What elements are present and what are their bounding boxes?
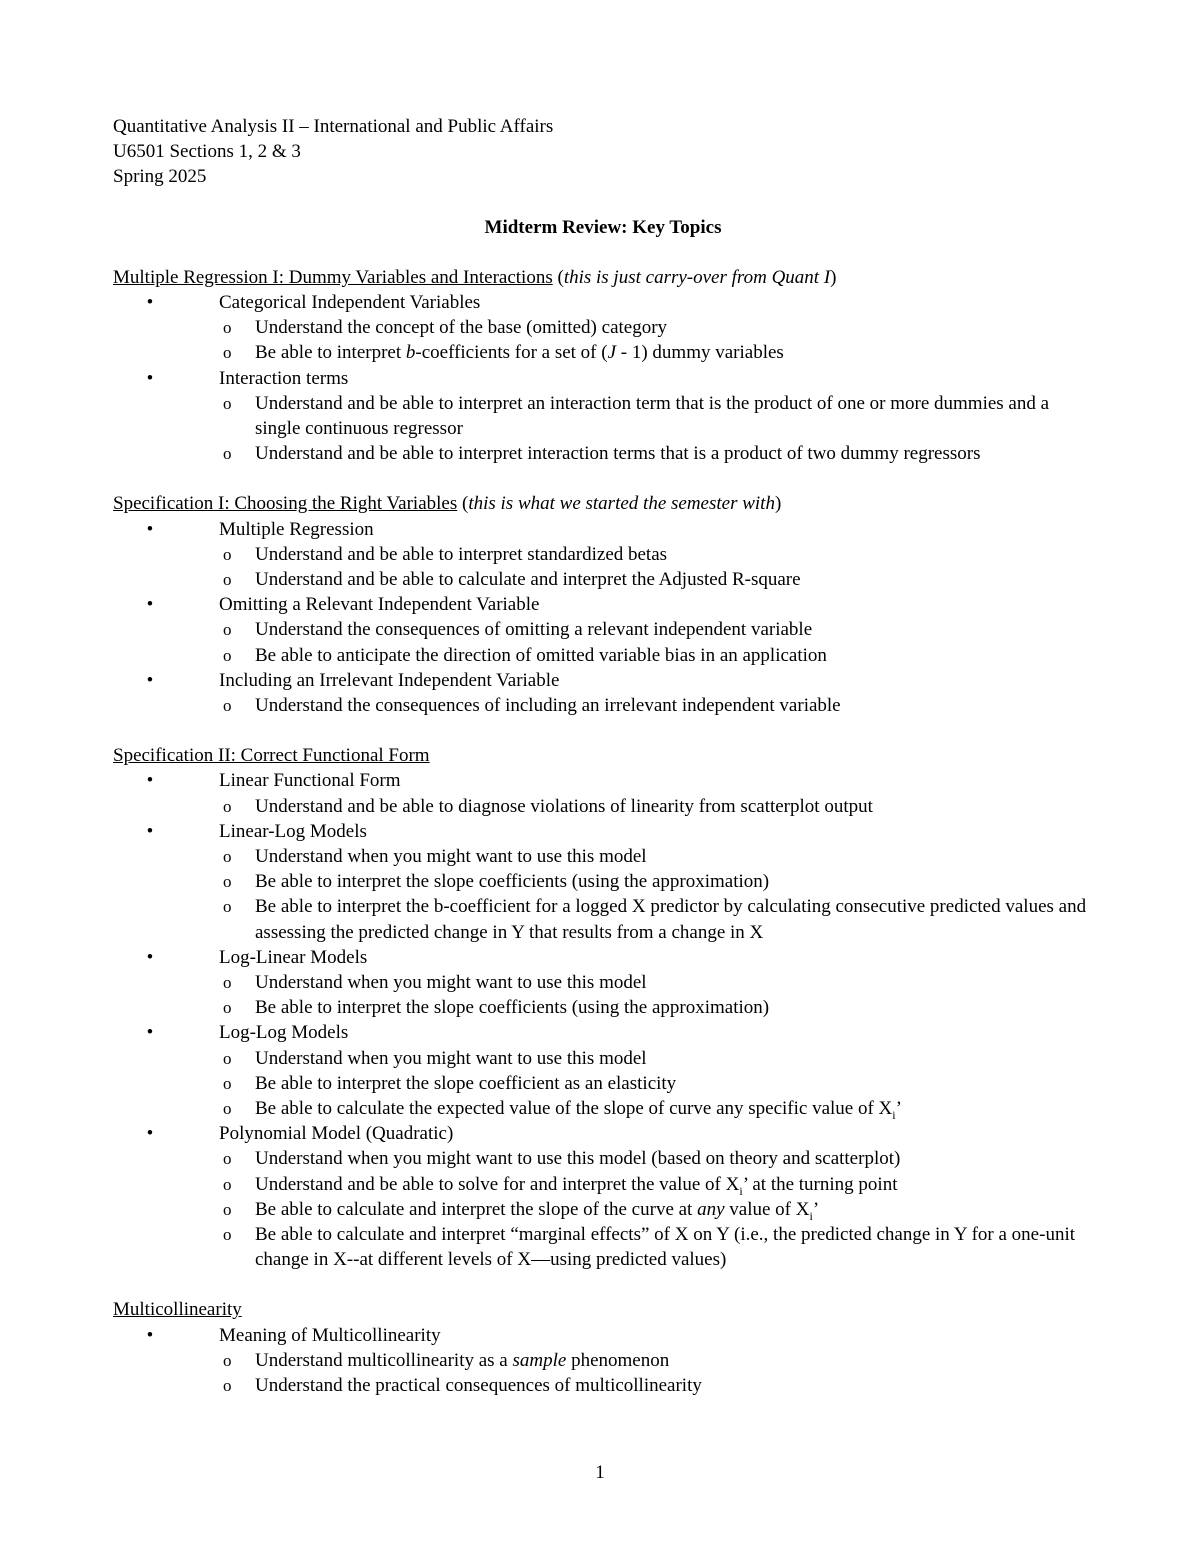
bullet-label: Meaning of Multicollinearity	[219, 1324, 441, 1346]
circle-bullet-icon: o	[223, 998, 232, 1018]
circle-bullet-icon: o	[223, 318, 232, 338]
sub-item-text: Be able to calculate and interpret the slope of the curve at	[255, 1198, 698, 1220]
sub-item-text: Understand and be able to interpret an interaction term that is the product of one or more dummies and a single continuous regressor	[255, 392, 1050, 439]
sub-item-text: ’ at the turning point	[742, 1173, 898, 1195]
sub-item-text: -coefficients for a set of (	[415, 342, 608, 364]
bullet-icon: •	[146, 367, 154, 389]
section-heading	[113, 491, 1093, 516]
section-multicollinearity	[113, 1297, 1093, 1398]
sub-item-text: Be able to interpret the slope coefficients (using the approximation)	[255, 997, 770, 1019]
circle-bullet-icon: o	[223, 1376, 232, 1396]
sub-item	[113, 340, 1093, 365]
bullet-item	[113, 668, 1093, 693]
section-heading	[113, 1297, 1093, 1322]
sub-item	[113, 567, 1093, 592]
sub-item	[113, 643, 1093, 668]
sub-item	[113, 391, 1093, 441]
bullet-icon: •	[146, 594, 154, 616]
bullet-label: Interaction terms	[219, 367, 349, 389]
subscript-i: i	[809, 1208, 813, 1223]
circle-bullet-icon: o	[223, 645, 232, 665]
section-heading	[113, 743, 1093, 768]
sub-item-emphasis: b	[405, 342, 416, 364]
section-heading-text: Specification I: Choosing the Right Variables	[113, 493, 458, 515]
sub-item-text: phenomenon	[566, 1349, 670, 1371]
circle-bullet-icon: o	[223, 343, 232, 363]
bullet-item	[113, 1121, 1093, 1146]
bullet-label: Log-Linear Models	[219, 946, 368, 968]
sub-item	[113, 894, 1093, 944]
sub-item-text: Be able to interpret the slope coefficients (using the approximation)	[255, 871, 770, 893]
sub-item-text: ’	[895, 1098, 902, 1119]
course-term: Spring 2025	[113, 166, 207, 188]
sub-item-text: Understand and be able to solve for and interpret the value of X	[255, 1173, 740, 1195]
bullet-label: Categorical Independent Variables	[219, 291, 481, 313]
sub-item	[113, 1222, 1093, 1272]
sub-item	[113, 1348, 1093, 1373]
sub-item	[113, 315, 1093, 340]
sub-item	[113, 1197, 1093, 1222]
sub-item	[113, 542, 1093, 567]
bullet-item	[113, 517, 1093, 542]
bullet-icon: •	[146, 1123, 154, 1145]
sub-item	[113, 693, 1093, 718]
bullet-item	[113, 768, 1093, 793]
circle-bullet-icon: o	[223, 872, 232, 892]
bullet-label: Polynomial Model (Quadratic)	[219, 1123, 454, 1145]
bullet-icon: •	[146, 1022, 154, 1044]
circle-bullet-icon: o	[223, 1048, 232, 1068]
section-multiple-regression	[113, 265, 1093, 467]
sub-item	[113, 844, 1093, 869]
bullet-icon: •	[146, 946, 154, 968]
note-open: (	[552, 266, 564, 288]
sub-item-text: Be able to anticipate the direction of omitted variable bias in an application	[255, 644, 827, 666]
sub-item-text: Be able to calculate and interpret “marginal effects” of X on Y (i.e., the predicted change in Y for a one-unit change in X--at different levels of X—using predicted values)	[255, 1224, 1075, 1271]
section-heading-text: Multicollinearity	[113, 1299, 242, 1321]
circle-bullet-icon: o	[223, 897, 232, 917]
section-specification-variables	[113, 491, 1093, 718]
circle-bullet-icon: o	[223, 846, 232, 866]
circle-bullet-icon: o	[223, 620, 232, 640]
bullet-item	[113, 819, 1093, 844]
section-heading-text: Multiple Regression I: Dummy Variables and Interactions	[113, 266, 553, 288]
sub-item-text: Understand and be able to diagnose violations of linearity from scatterplot output	[255, 795, 873, 817]
bullet-item	[113, 290, 1093, 315]
sub-item-text: Understand multicollinearity as a	[255, 1349, 513, 1371]
bullet-icon: •	[146, 291, 154, 313]
bullet-icon: •	[146, 518, 154, 540]
sub-item	[113, 869, 1093, 894]
sub-item	[113, 995, 1093, 1020]
sub-item-text: Be able to calculate the expected value of the slope of curve any specific value of X	[255, 1098, 893, 1119]
sub-item	[113, 1096, 1093, 1121]
circle-bullet-icon: o	[223, 544, 232, 564]
circle-bullet-icon: o	[223, 796, 232, 816]
bullet-icon: •	[146, 770, 154, 792]
bullet-label: Linear Functional Form	[219, 770, 401, 792]
sub-item	[113, 1046, 1093, 1071]
bullet-icon: •	[146, 820, 154, 842]
sub-item	[113, 1146, 1093, 1171]
sub-item-text: ’	[812, 1198, 820, 1220]
sub-item-text: Understand the concept of the base (omitted) category	[255, 317, 668, 339]
bullet-item	[113, 1323, 1093, 1348]
sub-item	[113, 441, 1093, 466]
section-note: this is just carry-over from Quant I	[563, 266, 831, 288]
circle-bullet-icon: o	[223, 444, 232, 464]
bullet-label: Including an Irrelevant Independent Variable	[219, 669, 560, 691]
circle-bullet-icon: o	[223, 1350, 232, 1370]
sub-item-emphasis: sample	[512, 1349, 567, 1371]
sub-item-text: Be able to interpret the b-coefficient for a logged X predictor by calculating consecutive predicted values and assessing the predicted change in Y that results from a change in X	[255, 896, 1087, 943]
sub-item-text: Be able to interpret the slope coefficient as an elasticity	[255, 1072, 677, 1094]
sub-item-text: Understand and be able to calculate and interpret the Adjusted R-square	[255, 568, 801, 590]
bullet-item	[113, 945, 1093, 970]
sub-item-text: Understand the practical consequences of multicollinearity	[255, 1375, 702, 1397]
note-close: )	[830, 266, 837, 288]
bullet-icon: •	[146, 669, 154, 691]
bullet-label: Linear-Log Models	[219, 820, 367, 842]
subscript-i: i	[739, 1183, 743, 1198]
sub-item-emphasis: any	[697, 1198, 725, 1220]
section-heading-text: Specification II: Correct Functional Form	[113, 745, 430, 767]
page-number: 1	[595, 1462, 605, 1483]
sub-item	[113, 1071, 1093, 1096]
section-functional-form	[113, 743, 1093, 1272]
circle-bullet-icon: o	[223, 1225, 232, 1245]
sub-item-text: Understand the consequences of omitting a relevant independent variable	[255, 619, 813, 641]
sub-item-text: Understand when you might want to use this model	[255, 1047, 647, 1069]
bullet-item	[113, 366, 1093, 391]
circle-bullet-icon: o	[223, 1174, 232, 1194]
sub-item-text: Be able to interpret	[255, 342, 406, 364]
sub-item-text: Understand when you might want to use this model	[255, 971, 647, 993]
page-content	[113, 114, 1093, 1398]
circle-bullet-icon: o	[223, 1199, 232, 1219]
note-open: (	[457, 493, 469, 515]
course-title: Quantitative Analysis II – International and Public Affairs	[113, 116, 554, 137]
bullet-label: Multiple Regression	[219, 518, 374, 540]
bullet-label: Omitting a Relevant Independent Variable	[219, 594, 540, 616]
bullet-item	[113, 1020, 1093, 1045]
circle-bullet-icon: o	[223, 1149, 232, 1169]
sub-item	[113, 794, 1093, 819]
sub-item-text: Understand when you might want to use this model (based on theory and scatterplot)	[255, 1148, 901, 1170]
subscript-i: i	[892, 1107, 896, 1122]
note-close: )	[774, 493, 782, 515]
document-title: Midterm Review: Key Topics	[484, 216, 722, 238]
circle-bullet-icon: o	[223, 972, 232, 992]
sub-item	[113, 970, 1093, 995]
circle-bullet-icon: o	[223, 569, 232, 589]
sub-item-emphasis: J	[607, 342, 617, 364]
sub-item-text: Understand the consequences of including an irrelevant independent variable	[255, 694, 841, 716]
circle-bullet-icon: o	[223, 393, 232, 413]
bullet-label: Log-Log Models	[219, 1022, 349, 1044]
sub-item-text: Understand and be able to interpret standardized betas	[255, 543, 668, 565]
sub-item	[113, 1373, 1093, 1398]
circle-bullet-icon: o	[223, 695, 232, 715]
bullet-item	[113, 592, 1093, 617]
bullet-icon: •	[146, 1324, 154, 1346]
sub-item-text: Understand when you might want to use this model	[255, 845, 647, 867]
course-sections: U6501 Sections 1, 2 & 3	[113, 141, 301, 163]
sub-item-text: Understand and be able to interpret interaction terms that is a product of two dummy regressors	[255, 443, 981, 465]
sub-item	[113, 617, 1093, 642]
sub-item	[113, 1172, 1093, 1197]
circle-bullet-icon: o	[223, 1073, 232, 1093]
circle-bullet-icon: o	[223, 1099, 232, 1118]
section-heading	[113, 265, 1093, 290]
sub-item-text: value of X	[724, 1198, 810, 1220]
sub-item-text: - 1) dummy variables	[616, 342, 784, 364]
section-note: this is what we started the semester with	[468, 493, 775, 515]
